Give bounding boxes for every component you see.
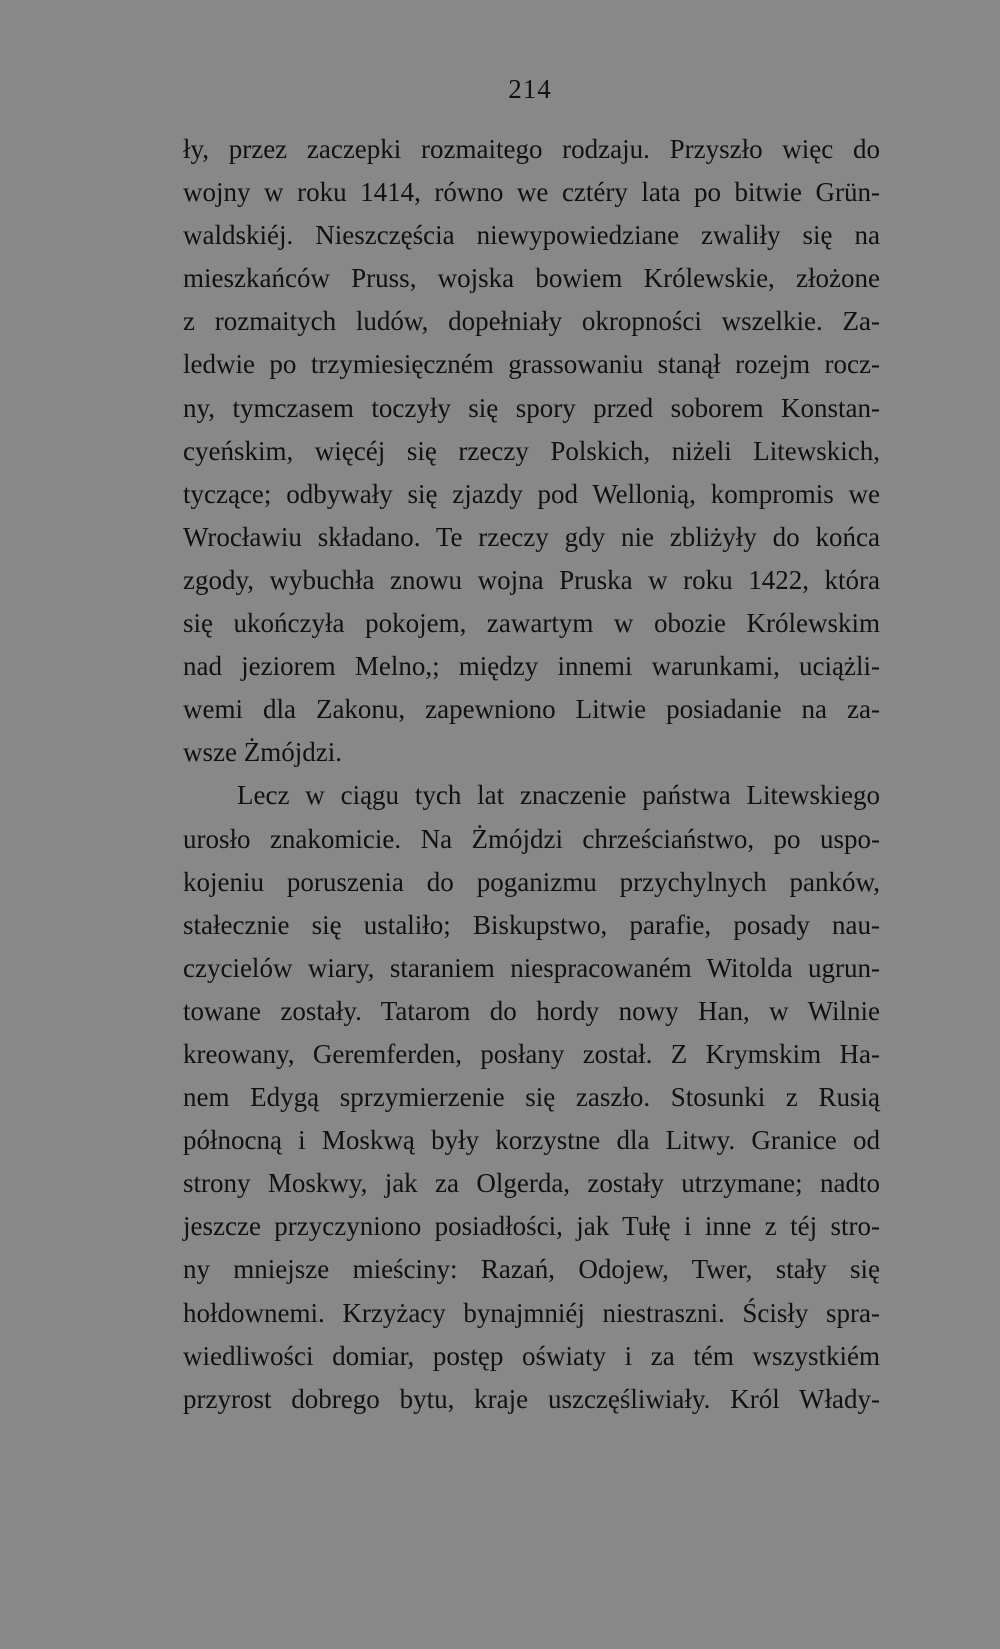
text-line: przyrost dobrego bytu, kraje uszczęśliwiały. Król Włady- [183, 1383, 880, 1414]
body-text [183, 128, 880, 1421]
text-line: strony Moskwy, jak za Olgerda, zostały utrzymane; nadto [183, 1168, 880, 1199]
text-line: ledwie po trzymiesięczném grassowaniu stanął rozejm rocz- [183, 349, 880, 380]
text-line: czycielów wiary, staraniem niespracowaném Witolda ugrun- [183, 952, 880, 983]
text-line: ny mniejsze mieściny: Razań, Odojew, Twer, stały się [183, 1254, 880, 1285]
text-line: Wrocławiu składano. Te rzeczy gdy nie zbliżyły do końca [183, 521, 880, 552]
text-line: stałecznie się ustaliło; Biskupstwo, parafie, posady nau- [183, 909, 880, 940]
text-line: wemi dla Zakonu, zapewniono Litwie posiadanie na za- [183, 694, 880, 725]
text-line: mieszkańców Pruss, wojska bowiem Królewskie, złożone [183, 263, 880, 294]
text-line: urosło znakomicie. Na Żmójdzi chrześciaństwo, po uspo- [183, 823, 880, 854]
text-line: Lecz w ciągu tych lat znaczenie państwa Litewskiego [237, 780, 880, 811]
text-line: hołdownemi. Krzyżacy bynajmniéj niestraszni. Ścisły spra- [183, 1297, 880, 1328]
text-line: tyczące; odbywały się zjazdy pod Wellonią, kompromis we [183, 478, 880, 509]
text-line: ny, tymczasem toczyły się spory przed soborem Konstan- [183, 392, 880, 423]
text-line: wojny w roku 1414, równo we cztéry lata po bitwie Grün- [183, 177, 880, 208]
page-number: 214 [508, 74, 552, 104]
text-line: kreowany, Geremferden, posłany został. Z Krymskim Ha- [183, 1038, 880, 1069]
text-line: wsze Żmójdzi. [183, 737, 342, 768]
text-line: cyeńskim, więcéj się rzeczy Polskich, niżeli Litewskich, [183, 435, 880, 466]
text-line: nem Edygą sprzymierzenie się zaszło. Stosunki z Rusią [183, 1082, 880, 1113]
text-line: wiedliwości domiar, postęp oświaty i za tém wszystkiém [183, 1340, 880, 1371]
text-line: kojeniu poruszenia do poganizmu przychylnych panków, [183, 866, 880, 897]
text-line: się ukończyła pokojem, zawartym w obozie Królewskim [183, 608, 880, 639]
text-line: z rozmaitych ludów, dopełniały okropności wszelkie. Za- [183, 306, 880, 337]
text-line: nad jeziorem Melno,; między innemi warunkami, uciążli- [183, 651, 880, 682]
text-line: towane zostały. Tatarom do hordy nowy Han, w Wilnie [183, 995, 880, 1026]
text-line: zgody, wybuchła znowu wojna Pruska w roku 1422, która [183, 564, 880, 595]
text-line: jeszcze przyczyniono posiadłości, jak Tułę i inne z téj stro- [183, 1211, 880, 1242]
text-line: ły, przez zaczepki rozmaitego rodzaju. Przyszło więc do [183, 134, 880, 164]
text-line: północną i Moskwą były korzystne dla Litwy. Granice od [183, 1125, 880, 1156]
text-line: waldskiéj. Nieszczęścia niewypowiedziane zwaliły się na [183, 220, 880, 251]
